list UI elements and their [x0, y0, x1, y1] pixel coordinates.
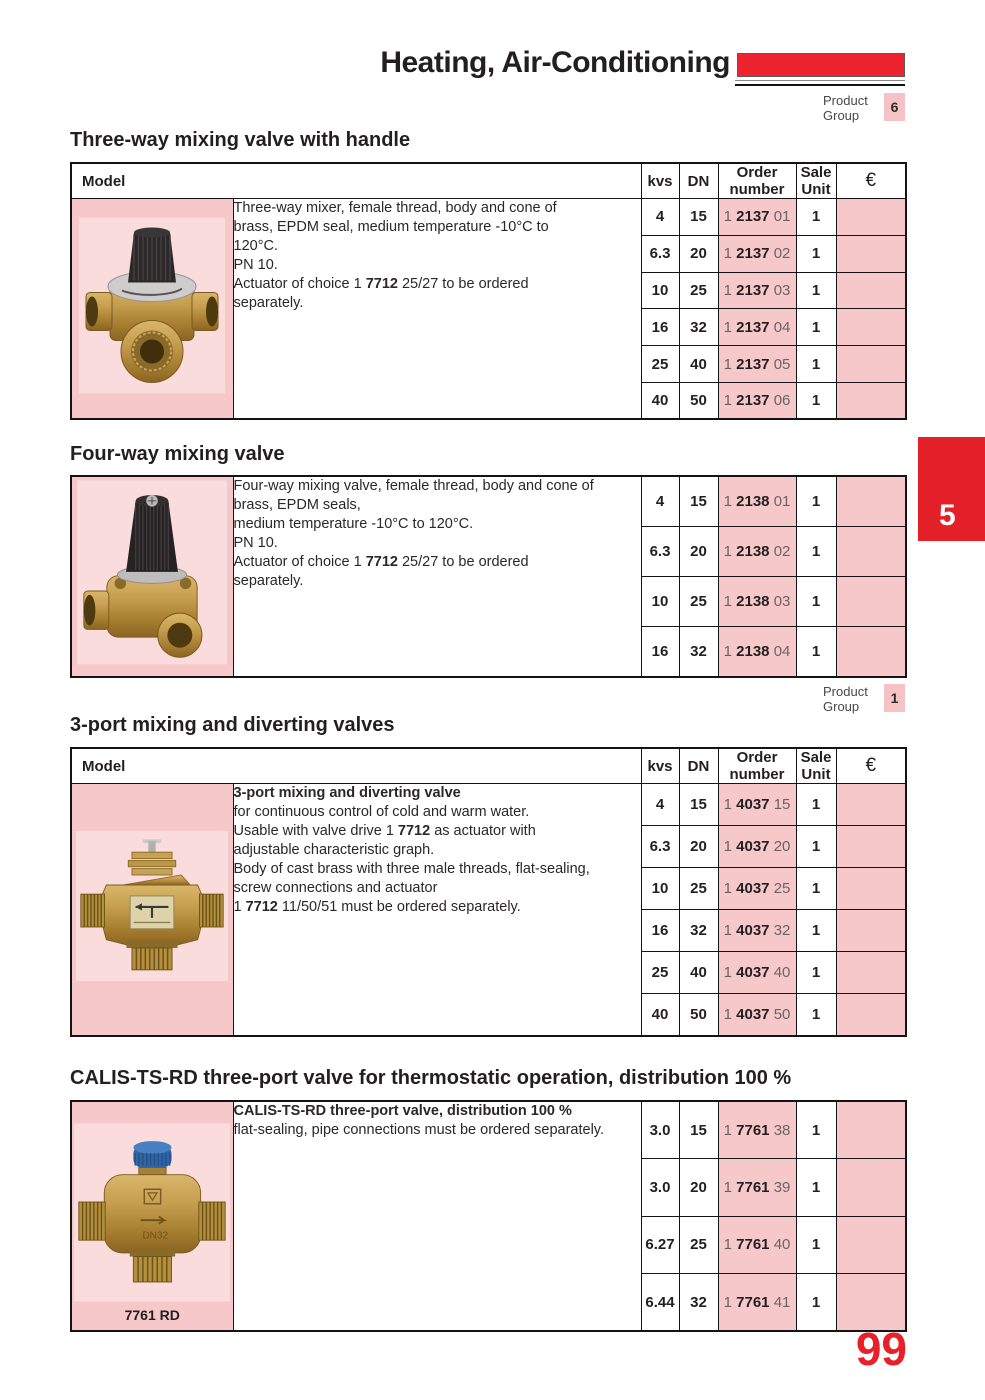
description-line: brass, EPDM seals,	[233, 497, 361, 513]
dn-cell: 50	[679, 382, 718, 419]
column-header-price-euro: €	[836, 163, 906, 199]
kvs-cell: 10	[641, 576, 679, 626]
kvs-cell: 6.3	[641, 235, 679, 272]
product-table-calis	[70, 1100, 907, 1332]
description-line: PN 10.	[233, 257, 278, 273]
dn-cell: 20	[679, 235, 718, 272]
price-cell	[836, 994, 906, 1036]
four-way-mixing-valve-photo	[77, 481, 227, 665]
dn-cell: 15	[679, 784, 718, 826]
order-number-cell: 1 2137 01	[718, 199, 796, 236]
dn-cell: 25	[679, 272, 718, 309]
price-cell	[836, 346, 906, 383]
dn-cell: 32	[679, 910, 718, 952]
dn-cell: 15	[679, 199, 718, 236]
svg-text:DN32: DN32	[142, 1230, 169, 1242]
description-line: Three-way mixer, female thread, body and cone of	[233, 200, 557, 216]
price-cell	[836, 272, 906, 309]
order-number-cell: 1 4037 20	[718, 826, 796, 868]
order-number-cell: 1 2138 01	[718, 476, 796, 526]
kvs-cell: 6.27	[641, 1216, 679, 1274]
model-description	[233, 476, 641, 677]
description-line: Usable with valve drive 1 7712 as actuator with	[233, 823, 536, 839]
description-line: screw connections and actuator	[233, 880, 438, 896]
price-cell	[836, 627, 906, 677]
section-title-four-way: Four-way mixing valve	[70, 443, 285, 465]
dn-cell: 20	[679, 1159, 718, 1217]
order-number-cell: 1 7761 38	[718, 1101, 796, 1159]
kvs-cell: 3.0	[641, 1101, 679, 1159]
table-row	[71, 199, 906, 236]
description-line: PN 10.	[233, 535, 278, 551]
price-cell	[836, 868, 906, 910]
dn-cell: 50	[679, 994, 718, 1036]
column-header-model: Model	[71, 748, 641, 784]
table-row	[71, 476, 906, 526]
description-line: Actuator of choice 1 7712 25/27 to be ordered	[233, 554, 529, 570]
order-number-cell: 1 7761 41	[718, 1274, 796, 1332]
price-cell	[836, 1216, 906, 1274]
description-line: 120°C.	[233, 238, 278, 254]
column-header-model: Model	[71, 163, 641, 199]
model-caption: 7761 RD	[124, 1307, 180, 1323]
price-cell	[836, 826, 906, 868]
sale-unit-cell: 1	[796, 476, 836, 526]
dn-cell: 32	[679, 309, 718, 346]
kvs-cell: 16	[641, 910, 679, 952]
dn-cell: 15	[679, 476, 718, 526]
column-header-kvs: kvs	[641, 163, 679, 199]
dn-cell: 20	[679, 526, 718, 576]
chapter-tab: 5	[918, 437, 985, 541]
column-header-kvs: kvs	[641, 748, 679, 784]
table-header-row	[71, 748, 906, 784]
sale-unit-cell: 1	[796, 826, 836, 868]
order-number-cell: 1 4037 15	[718, 784, 796, 826]
kvs-cell: 40	[641, 994, 679, 1036]
order-number-cell: 1 2138 02	[718, 526, 796, 576]
dn-cell: 32	[679, 1274, 718, 1332]
order-number-cell: 1 2138 03	[718, 576, 796, 626]
section-title-calis: CALIS-TS-RD three-port valve for thermostatic operation, distribution 100 %	[70, 1067, 792, 1089]
order-number-cell: 1 2137 04	[718, 309, 796, 346]
description-line: separately.	[233, 573, 304, 589]
product-group-badge: 1	[884, 684, 905, 712]
dn-cell: 15	[679, 1101, 718, 1159]
model-description	[233, 199, 641, 420]
order-number-cell: 1 4037 50	[718, 994, 796, 1036]
description-line: Actuator of choice 1 7712 25/27 to be ordered	[233, 276, 529, 292]
product-table-four-way	[70, 475, 907, 678]
price-cell	[836, 784, 906, 826]
sale-unit-cell: 1	[796, 526, 836, 576]
column-header-sale-unit: Sale Unit	[796, 163, 836, 199]
sale-unit-cell: 1	[796, 1101, 836, 1159]
table-header-row	[71, 163, 906, 199]
page-title: Heating, Air-Conditioning	[380, 46, 730, 79]
sale-unit-cell: 1	[796, 1274, 836, 1332]
description-line: separately.	[233, 295, 304, 311]
description-line: adjustable characteristic graph.	[233, 842, 435, 858]
section-title-three-way: Three-way mixing valve with handle	[70, 129, 411, 151]
model-photo-cell	[71, 1101, 233, 1331]
price-cell	[836, 1159, 906, 1217]
kvs-cell: 6.3	[641, 826, 679, 868]
price-cell	[836, 199, 906, 236]
three-port-valve-photo	[76, 831, 228, 981]
dn-cell: 25	[679, 1216, 718, 1274]
sale-unit-cell: 1	[796, 272, 836, 309]
section-title-three-port: 3-port mixing and diverting valves	[70, 714, 395, 736]
column-header-sale-unit: Sale Unit	[796, 748, 836, 784]
sale-unit-cell: 1	[796, 309, 836, 346]
order-number-cell: 1 4037 40	[718, 952, 796, 994]
order-number-cell: 1 2137 03	[718, 272, 796, 309]
order-number-cell: 1 4037 32	[718, 910, 796, 952]
kvs-cell: 25	[641, 952, 679, 994]
column-header-order-number: Order number	[718, 748, 796, 784]
sale-unit-cell: 1	[796, 627, 836, 677]
order-number-cell: 1 2138 04	[718, 627, 796, 677]
model-description	[233, 784, 641, 1036]
kvs-cell: 40	[641, 382, 679, 419]
model-photo-cell	[71, 784, 233, 1036]
price-cell	[836, 576, 906, 626]
description-line: 3-port mixing and diverting valve	[233, 785, 461, 801]
description-line: brass, EPDM seal, medium temperature -10°C to	[233, 219, 549, 235]
order-number-cell: 1 7761 40	[718, 1216, 796, 1274]
sale-unit-cell: 1	[796, 576, 836, 626]
kvs-cell: 16	[641, 309, 679, 346]
product-group-note-top	[823, 93, 905, 123]
description-line: Four-way mixing valve, female thread, body and cone of	[233, 478, 594, 494]
column-header-order-number: Order number	[718, 163, 796, 199]
order-number-cell: 1 2137 06	[718, 382, 796, 419]
table-row	[71, 784, 906, 826]
page-number: 99	[855, 1323, 907, 1375]
dn-cell: 40	[679, 952, 718, 994]
kvs-cell: 4	[641, 476, 679, 526]
order-number-cell: 1 2137 05	[718, 346, 796, 383]
sale-unit-cell: 1	[796, 382, 836, 419]
description-line: CALIS-TS-RD three-port valve, distribution 100 %	[233, 1103, 572, 1119]
kvs-cell: 10	[641, 272, 679, 309]
product-group-label: Product Group	[823, 684, 868, 714]
dn-cell: 40	[679, 346, 718, 383]
dn-cell: 20	[679, 826, 718, 868]
product-table-three-way	[70, 162, 907, 420]
three-way-mixing-valve-photo	[79, 217, 225, 393]
header-red-bar	[737, 53, 905, 77]
product-group-label: Product Group	[823, 93, 868, 123]
price-cell	[836, 526, 906, 576]
product-group-badge: 6	[884, 93, 905, 121]
kvs-cell: 10	[641, 868, 679, 910]
header-rule	[735, 80, 905, 86]
product-table-three-port	[70, 747, 907, 1037]
sale-unit-cell: 1	[796, 994, 836, 1036]
model-photo-cell	[71, 199, 233, 420]
order-number-cell: 1 4037 25	[718, 868, 796, 910]
kvs-cell: 4	[641, 784, 679, 826]
description-line: flat-sealing, pipe connections must be ordered separately.	[233, 1122, 605, 1138]
description-line: Body of cast brass with three male threads, flat-sealing,	[233, 861, 590, 877]
column-header-price-euro: €	[836, 748, 906, 784]
column-header-dn: DN	[679, 163, 718, 199]
sale-unit-cell: 1	[796, 199, 836, 236]
sale-unit-cell: 1	[796, 868, 836, 910]
kvs-cell: 4	[641, 199, 679, 236]
price-cell	[836, 235, 906, 272]
kvs-cell: 6.44	[641, 1274, 679, 1332]
order-number-cell: 1 2137 02	[718, 235, 796, 272]
order-number-cell: 1 7761 39	[718, 1159, 796, 1217]
sale-unit-cell: 1	[796, 1159, 836, 1217]
model-description	[233, 1101, 641, 1331]
price-cell	[836, 476, 906, 526]
dn-cell: 32	[679, 627, 718, 677]
price-cell	[836, 910, 906, 952]
price-cell	[836, 309, 906, 346]
model-photo-cell	[71, 476, 233, 677]
description-line: 1 7712 11/50/51 must be ordered separately.	[233, 899, 521, 915]
calis-ts-rd-valve-photo	[74, 1123, 230, 1301]
price-cell	[836, 1101, 906, 1159]
sale-unit-cell: 1	[796, 346, 836, 383]
kvs-cell: 25	[641, 346, 679, 383]
sale-unit-cell: 1	[796, 235, 836, 272]
table-row	[71, 1101, 906, 1159]
description-line: for continuous control of cold and warm water.	[233, 804, 530, 820]
price-cell	[836, 382, 906, 419]
description-line: medium temperature -10°C to 120°C.	[233, 516, 474, 532]
dn-cell: 25	[679, 868, 718, 910]
kvs-cell: 16	[641, 627, 679, 677]
column-header-dn: DN	[679, 748, 718, 784]
sale-unit-cell: 1	[796, 910, 836, 952]
kvs-cell: 3.0	[641, 1159, 679, 1217]
sale-unit-cell: 1	[796, 952, 836, 994]
kvs-cell: 6.3	[641, 526, 679, 576]
price-cell	[836, 952, 906, 994]
sale-unit-cell: 1	[796, 1216, 836, 1274]
dn-cell: 25	[679, 576, 718, 626]
product-group-note-middle	[823, 684, 905, 714]
sale-unit-cell: 1	[796, 784, 836, 826]
